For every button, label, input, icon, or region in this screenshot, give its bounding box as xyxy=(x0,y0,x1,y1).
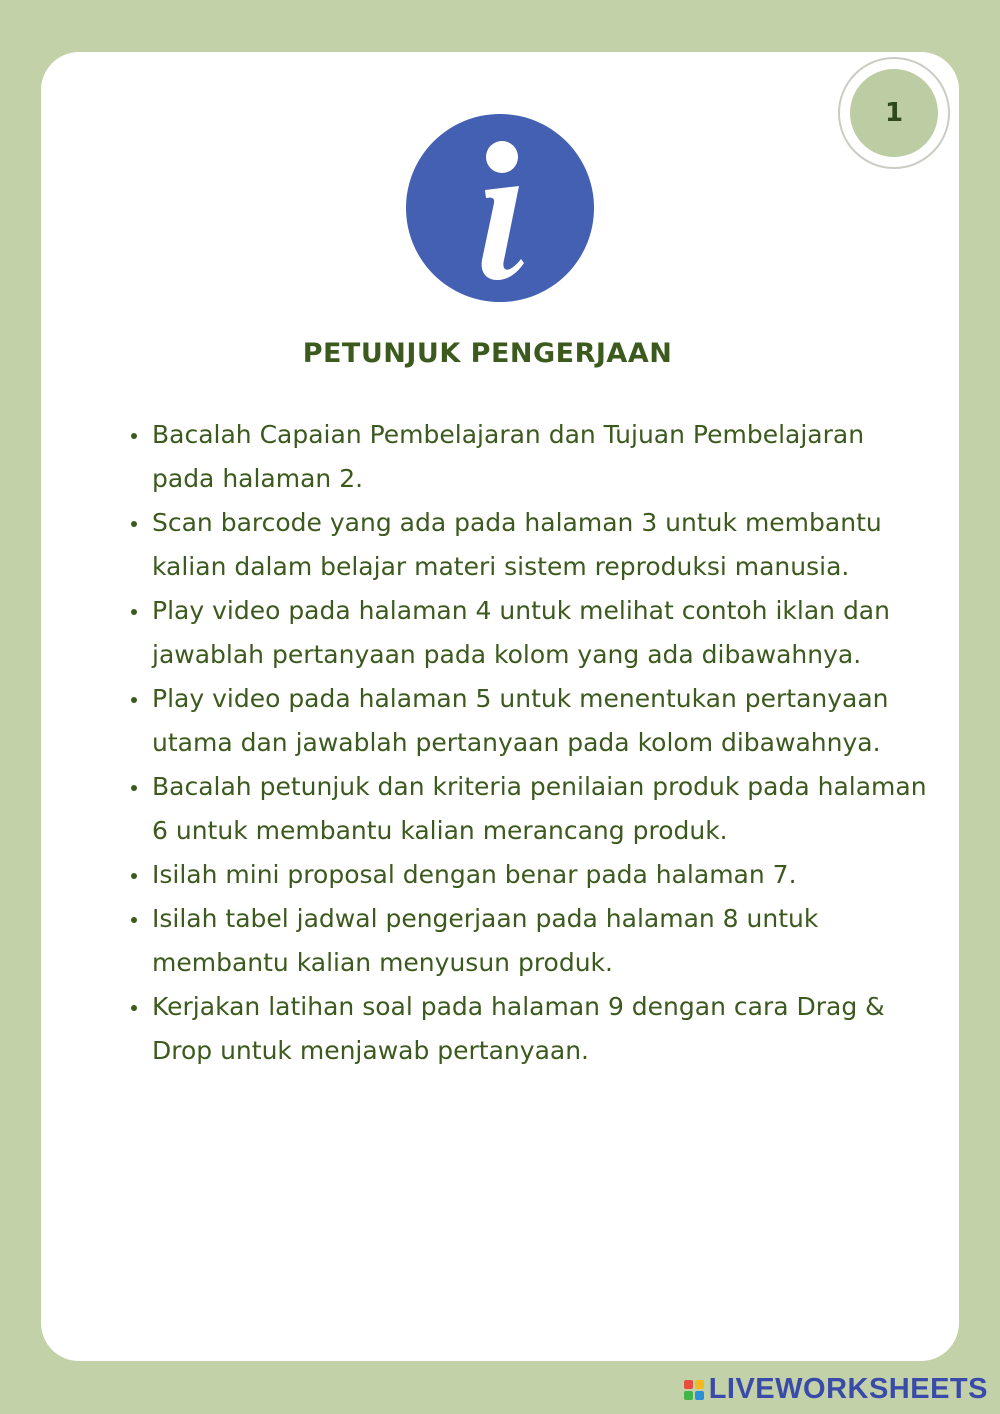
brand-name: LIVEWORKSHEETS xyxy=(708,1373,988,1405)
list-item: Bacalah petunjuk dan kriteria penilaian produk pada halaman 6 untuk membantu kalian merancang produk. xyxy=(152,765,932,853)
brand-watermark[interactable] xyxy=(684,1373,988,1406)
list-item: Isilah tabel jadwal pengerjaan pada halaman 8 untuk membantu kalian menyusun produk. xyxy=(152,897,932,985)
list-item: Play video pada halaman 5 untuk menentukan pertanyaan utama dan jawablah pertanyaan pada kolom dibawahnya. xyxy=(152,677,932,765)
instruction-list xyxy=(152,413,932,1073)
list-item: Scan barcode yang ada pada halaman 3 untuk membantu kalian dalam belajar materi sistem reproduksi manusia. xyxy=(152,501,932,589)
page-title: PETUNJUK PENGERJAAN xyxy=(302,338,673,369)
info-icon xyxy=(406,114,594,302)
list-item: Isilah mini proposal dengan benar pada halaman 7. xyxy=(152,853,932,897)
list-item: Bacalah Capaian Pembelajaran dan Tujuan Pembelajaran pada halaman 2. xyxy=(152,413,932,501)
list-item: Play video pada halaman 4 untuk melihat contoh iklan dan jawablah pertanyaan pada kolom yang ada dibawahnya. xyxy=(152,589,932,677)
brand-logo-icon xyxy=(684,1380,704,1400)
list-item: Kerjakan latihan soal pada halaman 9 dengan cara Drag & Drop untuk menjawab pertanyaan. xyxy=(152,985,932,1073)
page-number-badge: 1 xyxy=(850,69,938,157)
